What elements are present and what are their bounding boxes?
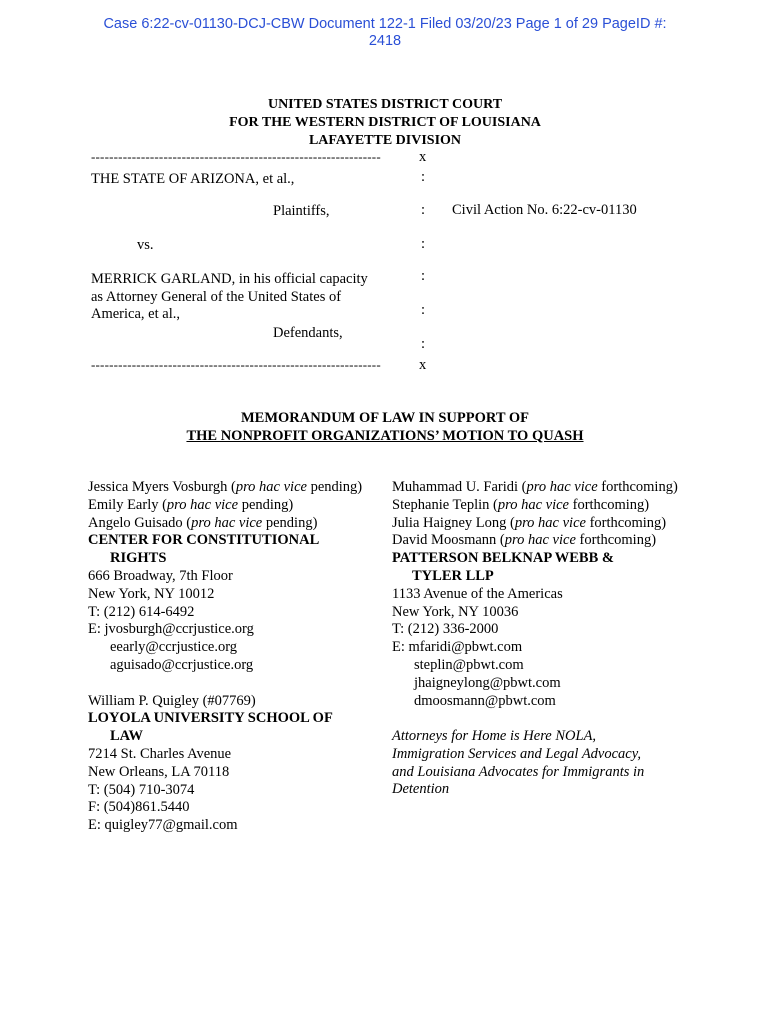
school-phone: T: (504) 710-3074 bbox=[88, 781, 195, 798]
court-division: LAFAYETTE DIVISION bbox=[308, 133, 462, 148]
firm-address-line2: New York, NY 10012 bbox=[88, 585, 215, 602]
attorney-status: pro hac vice bbox=[235, 479, 307, 495]
representation-line4: Detention bbox=[392, 781, 450, 798]
defendant-line2: as Attorney General of the United States of bbox=[91, 289, 342, 305]
counsel-right-column bbox=[392, 479, 678, 710]
attorney-status-end: forthcoming) bbox=[575, 532, 657, 549]
firm-email-1: E: mfaridi@pbwt.com bbox=[392, 639, 523, 656]
defendants-label: Defendants, bbox=[273, 325, 343, 341]
attorney-status: pro hac vice bbox=[514, 514, 586, 531]
attorney-early bbox=[88, 497, 362, 515]
document-title-line1: MEMORANDUM OF LAW IN SUPPORT OF bbox=[240, 410, 529, 426]
civil-action-number: Civil Action No. 6:22-cv-01130 bbox=[452, 202, 637, 218]
attorney-name: Jessica Myers Vosburgh ( bbox=[88, 479, 236, 495]
attorney-name: Stephanie Teplin ( bbox=[392, 496, 498, 513]
caption-top-x: x bbox=[419, 149, 427, 165]
firm-name-line2: TYLER LLP bbox=[412, 567, 494, 584]
attorney-status: pro hac vice bbox=[504, 532, 576, 549]
firm-email-2: eearly@ccrjustice.org bbox=[110, 639, 238, 656]
attorney-status-end: pending) bbox=[262, 514, 318, 531]
caption-bottom-x: x bbox=[419, 357, 427, 373]
attorney-name: Angelo Guisado ( bbox=[88, 514, 192, 531]
court-district: FOR THE WESTERN DISTRICT OF LOUISIANA bbox=[229, 115, 541, 130]
document-title-line2: THE NONPROFIT ORGANIZATIONS’ MOTION TO QUASH bbox=[186, 428, 584, 444]
attorney-status: pro hac vice bbox=[526, 479, 598, 495]
defendant-line1: MERRICK GARLAND, in his official capacity bbox=[91, 271, 368, 287]
caption-colon: : bbox=[421, 268, 426, 284]
school-fax: F: (504)861.5440 bbox=[88, 799, 190, 816]
firm-email-4: dmoosmann@pbwt.com bbox=[414, 692, 556, 709]
representation-line3: and Louisiana Advocates for Immigrants in bbox=[392, 763, 645, 780]
representation-line1: Attorneys for Home is Here NOLA, bbox=[392, 728, 597, 744]
attorney-name: Julia Haigney Long ( bbox=[392, 514, 515, 531]
firm-phone: T: (212) 614-6492 bbox=[88, 603, 195, 620]
school-name-line1: LOYOLA UNIVERSITY SCHOOL OF bbox=[88, 710, 333, 727]
school-name-line2: LAW bbox=[110, 728, 144, 745]
attorney-vosburgh bbox=[88, 479, 362, 497]
representation-block bbox=[392, 728, 644, 799]
defendant-line3: America, et al., bbox=[91, 306, 180, 322]
firm-email-2: steplin@pbwt.com bbox=[414, 656, 524, 673]
attorney-moosmann bbox=[392, 532, 678, 550]
caption-colon: : bbox=[421, 302, 426, 318]
spacer bbox=[88, 675, 362, 693]
attorney-status: pro hac vice bbox=[166, 496, 239, 513]
attorney-name: David Moosmann ( bbox=[392, 532, 505, 549]
attorney-status-end: pending) bbox=[238, 496, 294, 513]
attorney-status-end: forthcoming) bbox=[568, 496, 650, 513]
school-email: E: quigley77@gmail.com bbox=[88, 817, 238, 834]
attorney-guisado bbox=[88, 515, 362, 533]
attorney-status: pro hac vice bbox=[191, 514, 263, 531]
attorney-status: pro hac vice bbox=[497, 496, 569, 513]
school-address-line1: 7214 St. Charles Avenue bbox=[88, 745, 232, 762]
caption-colon: : bbox=[421, 169, 426, 185]
representation-line2: Immigration Services and Legal Advocacy, bbox=[392, 745, 641, 762]
firm-address-line1: 666 Broadway, 7th Floor bbox=[88, 567, 233, 584]
caption-colon: : bbox=[421, 336, 426, 352]
attorney-faridi bbox=[392, 479, 678, 497]
attorney-status-end: forthcoming) bbox=[597, 479, 678, 495]
school-address-line2: New Orleans, LA 70118 bbox=[88, 763, 230, 780]
plaintiff-name: THE STATE OF ARIZONA, et al., bbox=[91, 171, 295, 187]
attorney-name: Emily Early ( bbox=[88, 496, 167, 513]
firm-name-line1: PATTERSON BELKNAP WEBB & bbox=[392, 550, 614, 567]
firm-name-line2: RIGHTS bbox=[110, 550, 167, 567]
firm-email-3: jhaigneylong@pbwt.com bbox=[414, 674, 561, 691]
counsel-left-column bbox=[88, 479, 362, 835]
ecf-header-line1: Case 6:22-cv-01130-DCJ-CBW Document 122-1 Filed 03/20/23 Page 1 of 29 PageID #: bbox=[103, 16, 667, 32]
attorney-name: Muhammad U. Faridi ( bbox=[392, 479, 527, 495]
caption-colon: : bbox=[421, 202, 426, 218]
firm-address-line2: New York, NY 10036 bbox=[392, 603, 519, 620]
ecf-header-line2: 2418 bbox=[368, 33, 402, 49]
firm-email-3: aguisado@ccrjustice.org bbox=[110, 656, 254, 673]
firm-name-line1: CENTER FOR CONSTITUTIONAL bbox=[88, 532, 320, 549]
attorney-long bbox=[392, 515, 678, 533]
attorney-status-end: pending) bbox=[306, 479, 363, 495]
caption-colon: : bbox=[421, 236, 426, 252]
firm-phone: T: (212) 336-2000 bbox=[392, 621, 499, 638]
attorney-teplin bbox=[392, 497, 678, 515]
plaintiffs-label: Plaintiffs, bbox=[273, 203, 330, 219]
attorney-quigley: William P. Quigley (#07769) bbox=[88, 692, 256, 709]
firm-address-line1: 1133 Avenue of the Americas bbox=[392, 585, 563, 602]
caption-bottom-rule: ---------------------------------------------------------------- bbox=[91, 357, 381, 372]
versus-label: vs. bbox=[137, 237, 154, 253]
court-name: UNITED STATES DISTRICT COURT bbox=[267, 97, 503, 112]
firm-email-1: E: jvosburgh@ccrjustice.org bbox=[88, 621, 254, 638]
caption-top-rule: ---------------------------------------------------------------- bbox=[91, 149, 381, 164]
document-title-line2-wrap bbox=[0, 427, 770, 445]
attorney-status-end: forthcoming) bbox=[585, 514, 667, 531]
